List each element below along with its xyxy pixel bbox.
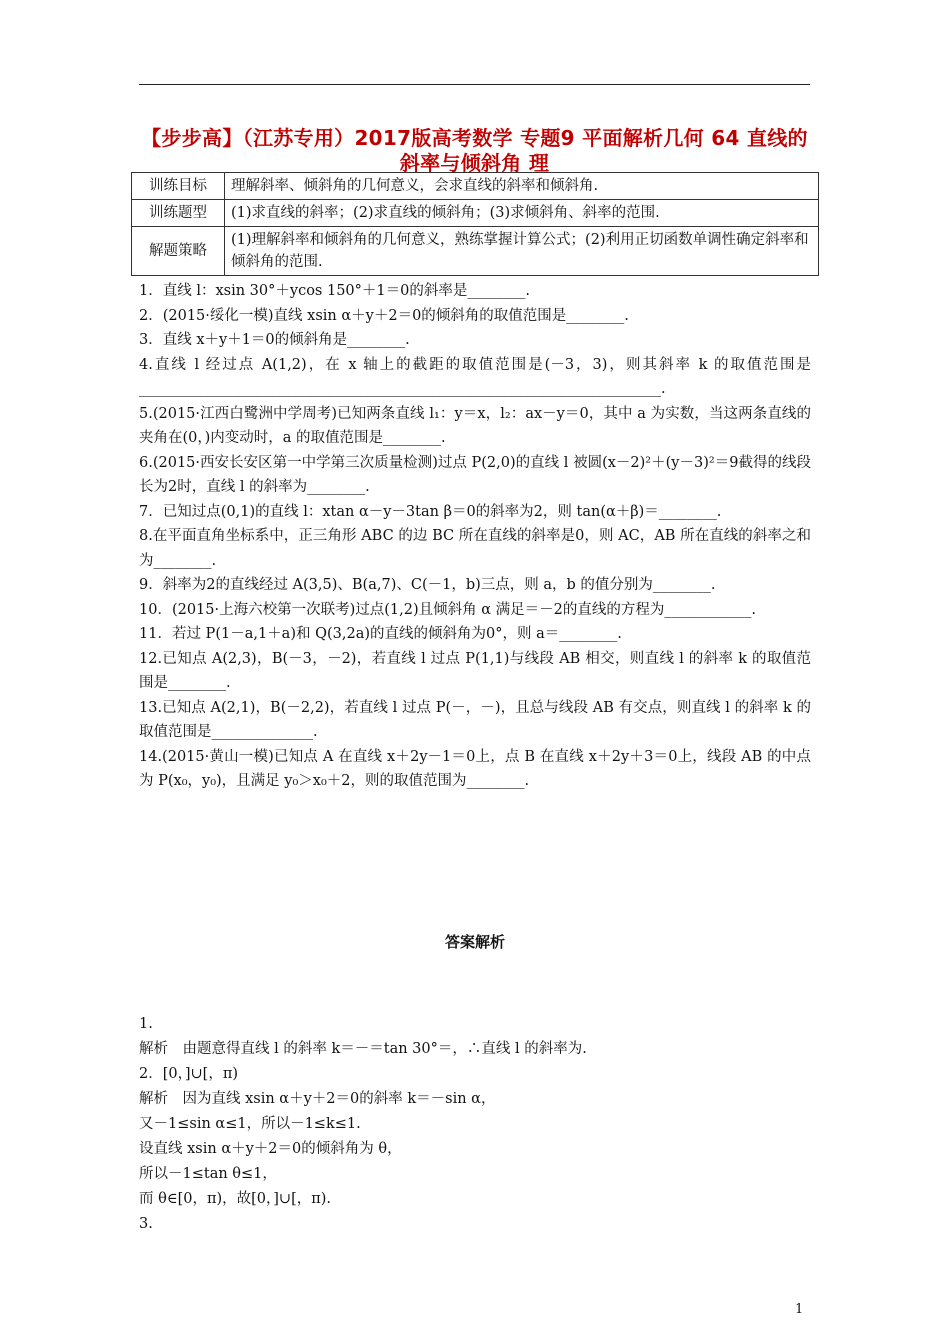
question-item: 5.(2015·江西白鹭洲中学周考)已知两条直线 l₁：y＝x，l₂：ax－y＝0，其中 a 为实数，当这两条直线的夹角在(0，)内变动时，a 的取值范围是________. (139, 405, 811, 446)
page-number: 1 (795, 1302, 804, 1317)
table-row (132, 227, 819, 276)
question-item: 2．(2015·绥化一模)直线 xsin α＋y＋2＝0的倾斜角的取值范围是________. (139, 307, 629, 324)
answer-line: 解析 因为直线 xsin α＋y＋2＝0的斜率 k＝－sin α， (139, 1091, 496, 1107)
question-list (139, 279, 811, 794)
question-item: 6.(2015·西安长安区第一中学第三次质量检测)过点 P(2,0)的直线 l 被圆(x－2)²＋(y－3)²＝9截得的线段长为2时，直线 l 的斜率为________. (139, 454, 811, 495)
answers-heading: 答案解析 (444, 933, 505, 951)
question-item: 4.直线 l 经过点 A(1,2)，在 x 轴上的截距的取值范围是(－3，3)，则其斜率 k 的取值范围是________________________________________________________________________. (139, 356, 811, 397)
table-key: 解题策略 (132, 227, 225, 276)
table-value: 理解斜率、倾斜角的几何意义，会求直线的斜率和倾斜角. (225, 173, 819, 200)
question-item: 3．直线 x＋y＋1＝0的倾斜角是________. (139, 332, 410, 348)
document-title: 【步步高】（江苏专用）2017版高考数学 专题9 平面解析几何 64 直线的斜率与倾斜角 理 (141, 126, 808, 175)
answer-line: 设直线 xsin α＋y＋2＝0的倾斜角为 θ， (139, 1141, 402, 1157)
question-item: 13.已知点 A(2,1)，B(－2,2)，若直线 l 过点 P(－，－)，且总与线段 AB 有交点，则直线 l 的斜率 k 的取值范围是______________. (139, 699, 811, 740)
question-item: 7．已知过点(0,1)的直线 l：xtan α－y－3tan β＝0的斜率为2，则 tan(α＋β)＝________. (139, 503, 722, 520)
answer-line: 解析 由题意得直线 l 的斜率 k＝－＝tan 30°＝，∴直线 l 的斜率为. (139, 1041, 587, 1057)
question-item: 10．(2015·上海六校第一次联考)过点(1,2)且倾斜角 α 满足＝－2的直线的方程为____________. (139, 601, 756, 618)
answer-list (139, 1012, 811, 1237)
question-item: 1．直线 l：xsin 30°＋ycos 150°＋1＝0的斜率是________. (139, 283, 530, 299)
question-item: 14.(2015·黄山一模)已知点 A 在直线 x＋2y－1＝0上，点 B 在直线 x＋2y＋3＝0上，线段 AB 的中点为 P(x₀，y₀)，且满足 y₀＞x₀＋2，则的取值范围为________. (139, 748, 811, 789)
table-key: 训练目标 (132, 173, 225, 200)
table-value: (1)理解斜率和倾斜角的几何意义，熟练掌握计算公式；(2)利用正切函数单调性确定斜率和倾斜角的范围. (225, 227, 819, 276)
answer-line: 3. (139, 1216, 153, 1232)
header-rule (139, 84, 810, 85)
answer-line: 又－1≤sin α≤1，所以－1≤k≤1. (139, 1116, 361, 1132)
table-key: 训练题型 (132, 200, 225, 227)
table-row (132, 173, 819, 200)
training-table (131, 172, 819, 276)
answer-line: 1. (139, 1016, 153, 1032)
question-item: 9．斜率为2的直线经过 A(3,5)、B(a,7)、C(－1，b)三点，则 a，b 的值分别为________. (139, 577, 716, 593)
answer-line: 2．[0，]∪[，π) (139, 1066, 239, 1082)
answer-line: 所以－1≤tan θ≤1， (139, 1166, 277, 1182)
question-item: 11．若过 P(1－a,1＋a)和 Q(3,2a)的直线的倾斜角为0°，则 a＝________. (139, 626, 622, 642)
table-row (132, 200, 819, 227)
question-item: 12.已知点 A(2,3)，B(－3，－2)，若直线 l 过点 P(1,1)与线段 AB 相交，则直线 l 的斜率 k 的取值范围是________. (139, 650, 811, 691)
table-value: (1)求直线的斜率；(2)求直线的倾斜角；(3)求倾斜角、斜率的范围. (225, 200, 819, 227)
answer-line: 而 θ∈[0，π)，故[0，]∪[，π). (139, 1191, 332, 1207)
question-item: 8.在平面直角坐标系中，正三角形 ABC 的边 BC 所在直线的斜率是0，则 AC，AB 所在直线的斜率之和为________. (139, 528, 811, 569)
